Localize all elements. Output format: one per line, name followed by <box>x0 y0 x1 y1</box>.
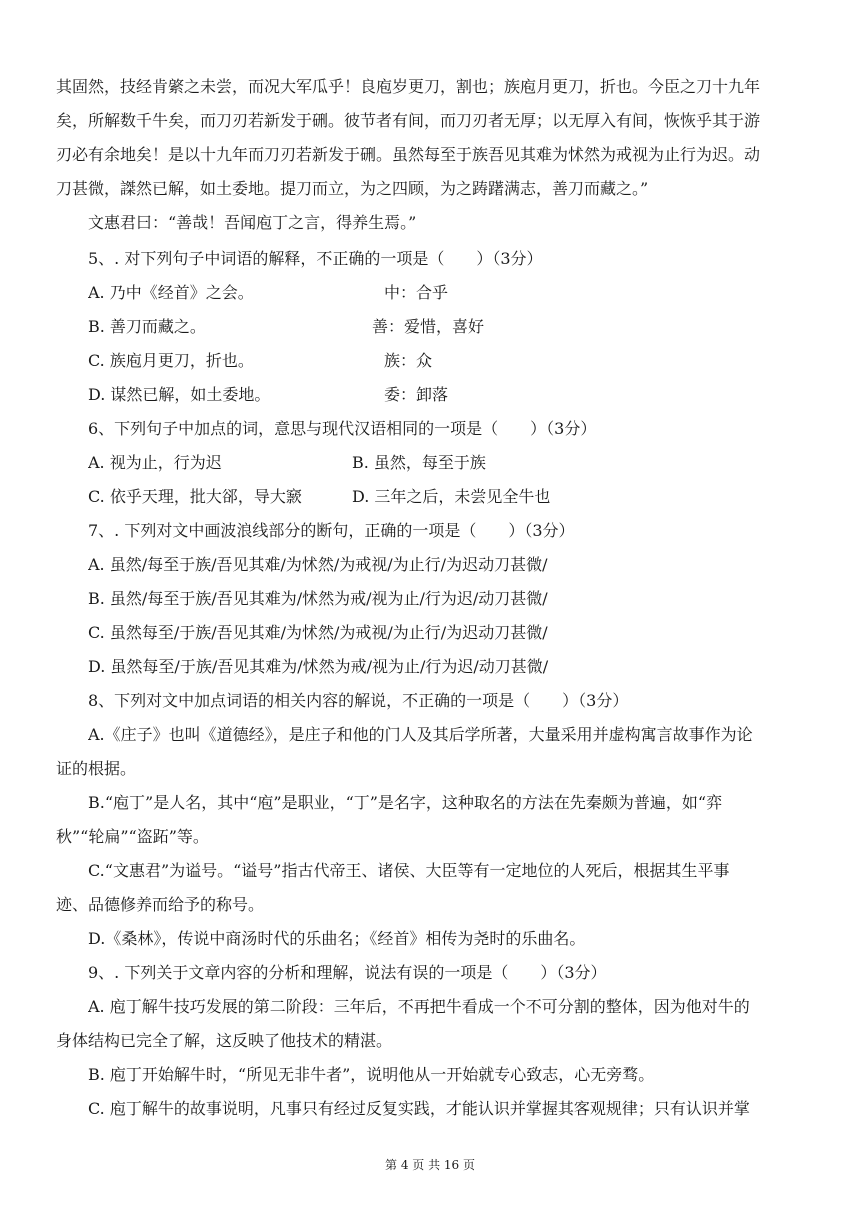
option-sentence: C. 族庖月更刀，折也。 <box>88 351 254 370</box>
question-7-option-d: D. 虽然每至/于族/吾见其难为/怵然为戒/视为止/行为迟/动刀甚微/ <box>88 657 549 676</box>
question-8-option-a: A.《庄子》也叫《道德经》，是庄子和他的门人及其后学所著，大量采用并虚构寓言故事作为论 <box>88 725 753 744</box>
option-sentence: D. 谋然已解，如土委地。 <box>88 385 271 404</box>
question-8-option-a-cont: 证的根据。 <box>56 759 137 778</box>
question-5-option-c <box>88 351 808 371</box>
question-5-option-a <box>88 283 808 303</box>
passage-closing: 文惠君曰：“善哉！吾闻庖丁之言，得养生焉。” <box>88 213 417 232</box>
question-7-option-b: B. 虽然/每至于族/吾见其难为/怵然为戒/视为止/行为迟/动刀甚微/ <box>88 589 548 608</box>
question-8-option-b-cont: 秋”“轮扁”“盗跖”等。 <box>56 827 209 846</box>
passage-line: 矣，所解数千牛矣，而刀刃若新发于硎。彼节者有间，而刀刃者无厚；以无厚入有间，恢恢乎其于游 <box>56 111 761 130</box>
question-9-option-b: B. 庖丁开始解牛时，“所见无非牛者”，说明他从一开始就专心致志，心无旁骛。 <box>88 1065 655 1084</box>
passage-line: 刀甚微，謋然已解，如土委地。提刀而立，为之四顾，为之踌躇满志，善刀而藏之。” <box>56 179 649 198</box>
passage-line: 刃必有余地矣！是以十九年而刀刃若新发于硎。虽然每至于族吾见其难为怵然为戒视为止行为迟。动 <box>56 145 761 164</box>
question-6-row <box>88 487 808 507</box>
option-c: C. 依乎天理，批大郤，导大窾 <box>88 487 302 506</box>
page-footer: 第 4 页 共 16 页 <box>385 1158 475 1172</box>
option-gloss: 中：合乎 <box>384 283 449 302</box>
question-5-stem: 5、. 对下列句子中词语的解释，不正确的一项是（ ）（3分） <box>88 249 543 268</box>
question-8-option-b: B.“庖丁”是人名，其中“庖”是职业，“丁”是名字，这种取名的方法在先秦颇为普遍，如“弈 <box>88 793 723 812</box>
question-8-option-c-cont: 迹、品德修养而给予的称号。 <box>56 895 265 914</box>
question-7-stem: 7、. 下列对文中画波浪线部分的断句，正确的一项是（ ）（3分） <box>88 521 575 540</box>
question-6-row <box>88 453 808 473</box>
question-9-option-a-cont: 身体结构已完全了解，这反映了他技术的精湛。 <box>56 1031 393 1050</box>
option-b: B. 虽然，每至于族 <box>352 453 486 472</box>
option-sentence: A. 乃中《经首》之会。 <box>88 283 254 302</box>
question-5-option-d <box>88 385 808 405</box>
option-d: D. 三年之后，未尝见全牛也 <box>352 487 551 506</box>
question-9-option-c: C. 庖丁解牛的故事说明，凡事只有经过反复实践，才能认识并掌握其客观规律；只有认识并掌 <box>88 1099 750 1118</box>
question-8-stem: 8、下列对文中加点词语的相关内容的解说，不正确的一项是（ ）（3分） <box>88 691 629 710</box>
question-7-option-c: C. 虽然每至/于族/吾见其难/为怵然/为戒视/为止行/为迟动刀甚微/ <box>88 623 548 642</box>
question-8-option-d: D.《桑林》，传说中商汤时代的乐曲名；《经首》相传为尧时的乐曲名。 <box>88 929 586 948</box>
question-5-option-b <box>88 317 808 337</box>
option-gloss: 委：卸落 <box>384 385 449 404</box>
passage-line: 其固然，技经肯綮之未尝，而况大军瓜乎！良庖岁更刀，割也；族庖月更刀，折也。今臣之刀十九年 <box>56 77 761 96</box>
question-9-option-a: A. 庖丁解牛技巧发展的第二阶段：三年后，不再把牛看成一个不可分割的整体，因为他对牛的 <box>88 997 750 1016</box>
question-9-stem: 9、. 下列关于文章内容的分析和理解，说法有误的一项是（ ）（3分） <box>88 963 607 982</box>
option-sentence: B. 善刀而藏之。 <box>88 317 206 336</box>
option-gloss: 善：爱惜，喜好 <box>372 317 485 336</box>
question-8-option-c: C.“文惠君”为谥号。“谥号”指古代帝王、诸侯、大臣等有一定地位的人死后，根据其生平事 <box>88 861 730 880</box>
question-7-option-a: A. 虽然/每至于族/吾见其难/为怵然/为戒视/为止行/为迟动刀甚微/ <box>88 555 548 574</box>
option-a: A. 视为止，行为迟 <box>88 453 222 472</box>
option-gloss: 族：众 <box>384 351 433 370</box>
question-6-stem: 6、下列句子中加点的词，意思与现代汉语相同的一项是（ ）（3分） <box>88 419 597 438</box>
